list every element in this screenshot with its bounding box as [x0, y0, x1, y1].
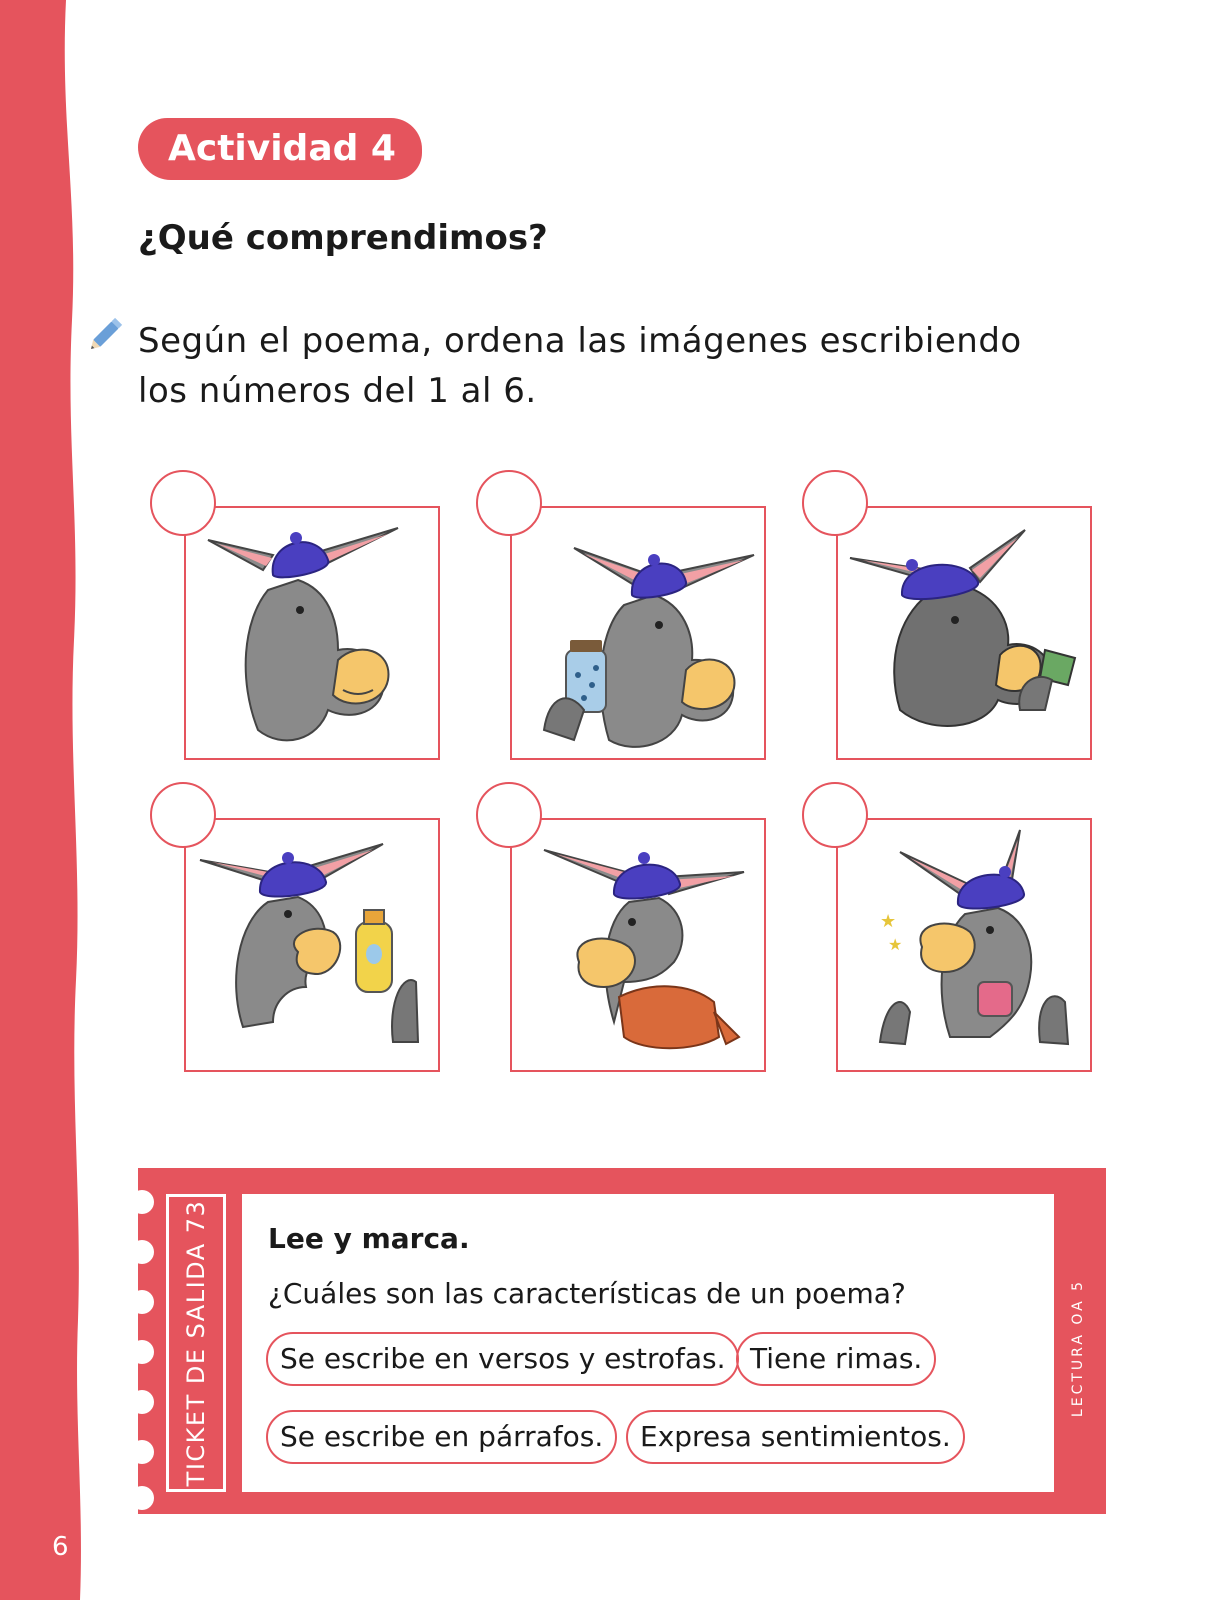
exit-ticket	[138, 1168, 1106, 1514]
ticket-hole	[130, 1390, 154, 1414]
donkey-with-jar-illustration	[514, 510, 764, 758]
image-card-2	[476, 470, 732, 724]
number-answer-circle[interactable]	[150, 470, 216, 536]
ticket-question: ¿Cuáles son las características de un poema?	[268, 1277, 906, 1310]
instruction-text: Según el poema, ordena las imágenes escribiendo los números del 1 al 6.	[138, 321, 1022, 411]
image-card-3	[802, 470, 1058, 724]
pencil-icon	[86, 310, 130, 354]
activity-badge: Actividad 4	[138, 118, 422, 180]
ticket-hole	[130, 1440, 154, 1464]
image-card-1	[150, 470, 406, 724]
image-card-frame	[510, 506, 766, 760]
left-red-band	[0, 0, 100, 1600]
image-card-5	[476, 782, 732, 1036]
option-sentimientos[interactable]: Expresa sentimientos.	[626, 1410, 965, 1464]
ticket-label: TICKET DE SALIDA 73	[182, 1199, 210, 1487]
section-title: ¿Qué comprendimos?	[138, 218, 548, 258]
number-answer-circle[interactable]	[476, 470, 542, 536]
ticket-hole	[130, 1240, 154, 1264]
ticket-hole	[130, 1190, 154, 1214]
donkey-with-scarf-illustration	[514, 822, 764, 1070]
image-card-frame	[184, 506, 440, 760]
ticket-side-label	[1066, 1228, 1090, 1468]
donkey-with-bottle-illustration	[188, 822, 438, 1070]
donkey-with-cup-illustration	[840, 822, 1090, 1070]
image-card-frame	[836, 818, 1092, 1072]
ticket-body	[242, 1194, 1054, 1492]
ticket-heading: Lee y marca.	[268, 1222, 470, 1255]
image-card-6	[802, 782, 1058, 1036]
option-rimas[interactable]: Tiene rimas.	[736, 1332, 936, 1386]
curriculum-code: LECTURA OA 5	[1070, 1278, 1086, 1418]
ticket-perforations	[130, 1168, 154, 1514]
svg-text:★: ★	[888, 935, 903, 954]
ticket-hole	[130, 1486, 154, 1510]
image-card-frame	[510, 818, 766, 1072]
donkey-with-leaf-illustration	[840, 510, 1090, 758]
number-answer-circle[interactable]	[802, 782, 868, 848]
svg-text:★: ★	[880, 911, 897, 932]
image-card-4	[150, 782, 406, 1036]
number-answer-circle[interactable]	[150, 782, 216, 848]
option-versos-estrofas[interactable]: Se escribe en versos y estrofas.	[266, 1332, 739, 1386]
donkey-with-hat-illustration	[188, 510, 438, 758]
ticket-hole	[130, 1290, 154, 1314]
page-number: 6	[52, 1532, 69, 1562]
image-cards-grid	[150, 470, 1110, 1090]
image-card-frame	[184, 818, 440, 1072]
ticket-hole	[130, 1340, 154, 1364]
ticket-stub	[166, 1194, 226, 1492]
image-card-frame	[836, 506, 1092, 760]
number-answer-circle[interactable]	[476, 782, 542, 848]
option-parrafos[interactable]: Se escribe en párrafos.	[266, 1410, 617, 1464]
number-answer-circle[interactable]	[802, 470, 868, 536]
